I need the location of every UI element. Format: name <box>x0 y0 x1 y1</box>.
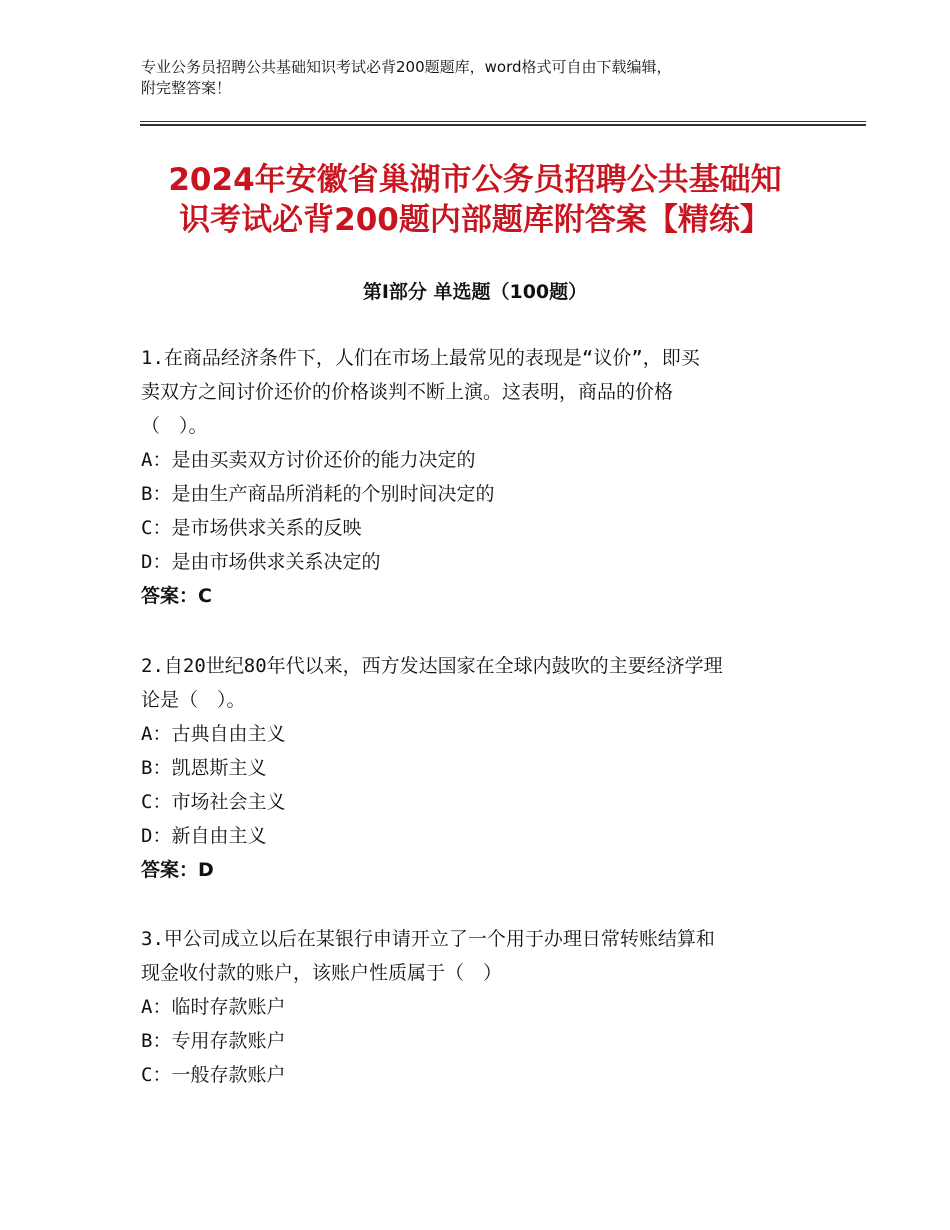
option-a: A：是由买卖双方讨价还价的能力决定的 <box>141 449 476 471</box>
option-c: C：一般存款账户 <box>141 1064 286 1086</box>
document-title-line: 2024年安徽省巢湖市公务员招聘公共基础知 <box>168 162 782 198</box>
header-note-line: 专业公务员招聘公共基础知识考试必背200题题库，word格式可自由下载编辑， <box>141 58 672 76</box>
header-divider <box>140 124 866 126</box>
question-1 <box>141 341 821 613</box>
option-b: B：是由生产商品所消耗的个别时间决定的 <box>141 483 495 505</box>
answer: 答案：D <box>141 859 214 881</box>
answer: 答案：C <box>141 585 212 607</box>
option-a: A：临时存款账户 <box>141 996 286 1018</box>
document-title-line: 识考试必背200题内部题库附答案【精练】 <box>179 202 771 238</box>
option-d: D：新自由主义 <box>141 825 267 847</box>
question-stem: 论是（ ）。 <box>141 689 246 711</box>
question-2 <box>141 649 821 887</box>
option-b: B：专用存款账户 <box>141 1030 286 1052</box>
question-stem: 2.自20世纪80年代以来，西方发达国家在全球内鼓吹的主要经济学理 <box>141 655 723 677</box>
question-stem: 3.甲公司成立以后在某银行申请开立了一个用于办理日常转账结算和 <box>141 928 715 950</box>
question-stem: （ ）。 <box>141 415 208 437</box>
option-a: A：古典自由主义 <box>141 723 286 745</box>
question-3 <box>141 922 821 1092</box>
document-title <box>100 160 850 240</box>
header-note-line: 附完整答案！ <box>141 79 232 97</box>
question-stem: 卖双方之间讨价还价的价格谈判不断上演。这表明，商品的价格 <box>141 381 674 403</box>
question-stem: 现金收付款的账户，该账户性质属于（ ） <box>141 962 503 984</box>
option-c: C：市场社会主义 <box>141 791 286 813</box>
option-c: C：是市场供求关系的反映 <box>141 517 362 539</box>
header-note <box>141 57 821 99</box>
section-title: 第Ⅰ部分 单选题（100题） <box>362 281 588 303</box>
header-divider <box>140 121 866 122</box>
option-d: D：是由市场供求关系决定的 <box>141 551 381 573</box>
option-b: B：凯恩斯主义 <box>141 757 267 779</box>
question-stem: 1.在商品经济条件下，人们在市场上最常见的表现是“议价”，即买 <box>141 347 700 369</box>
